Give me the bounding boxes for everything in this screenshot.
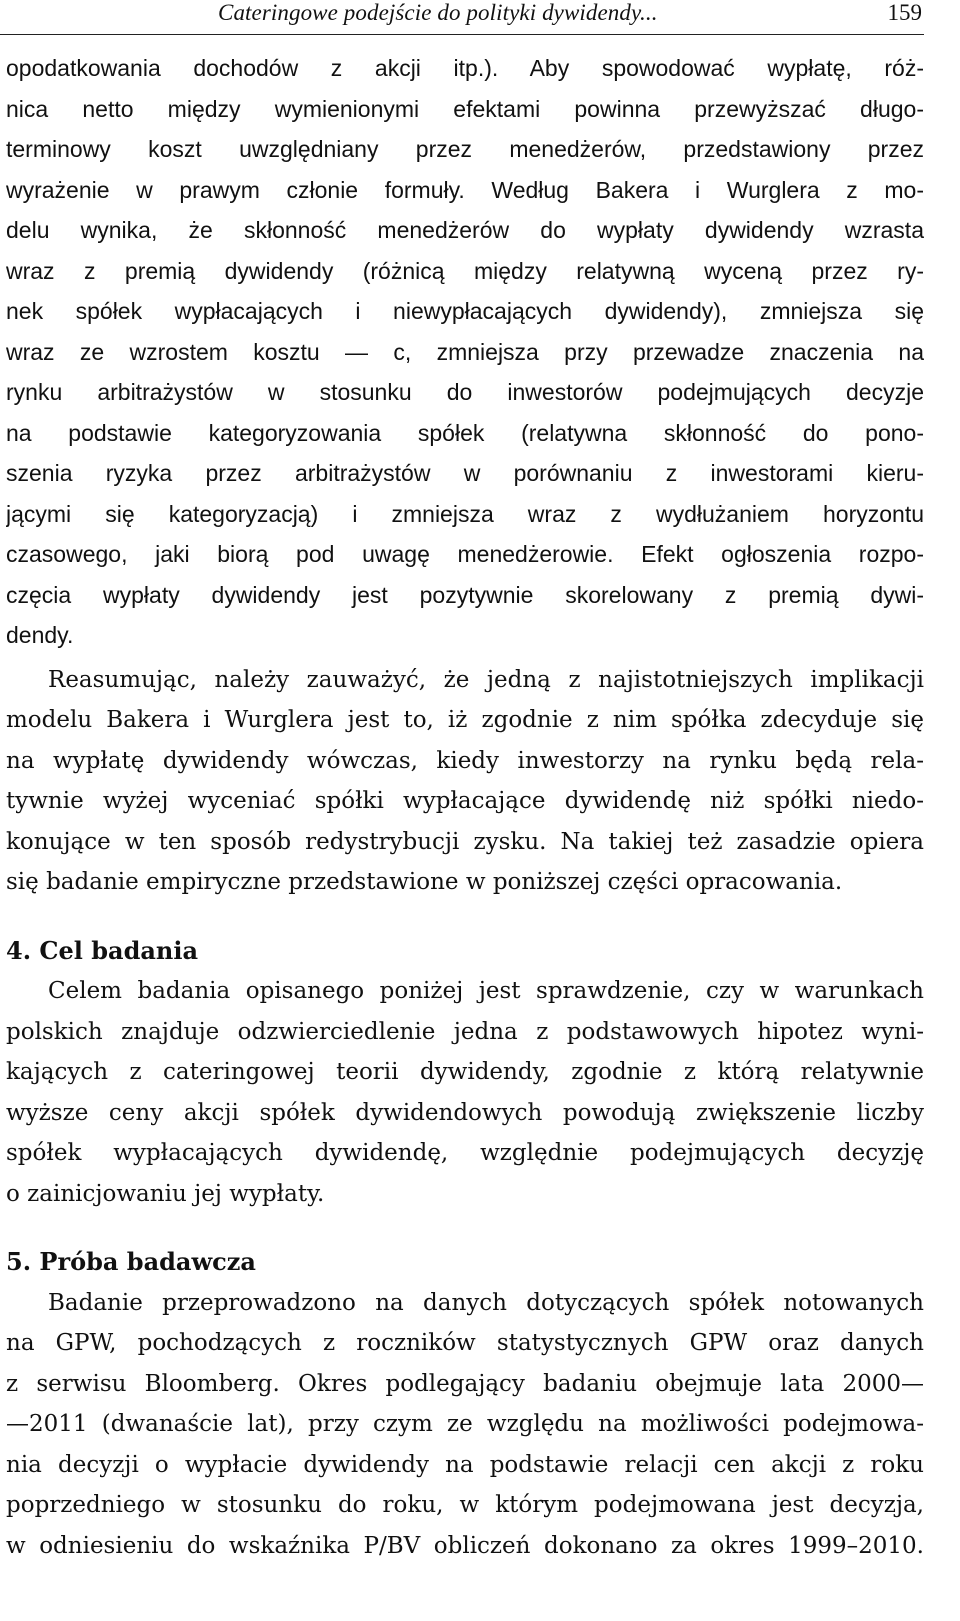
- text-line: czasowego, jaki biorą pod uwagę menedżerowie. Efekt ogłoszenia rozpo-: [6, 541, 924, 567]
- running-title: Cateringowe podejście do polityki dywidendy...: [218, 0, 658, 25]
- text-line: Badanie przeprowadzono na danych dotyczących spółek notowanych: [48, 1289, 924, 1316]
- text-line: z serwisu Bloomberg. Okres podlegający badaniu obejmuje lata 2000—: [6, 1370, 924, 1397]
- text-line: nia decyzji o wypłacie dywidendy na podstawie relacji cen akcji z roku: [6, 1451, 924, 1478]
- paragraph-2: [6, 660, 924, 903]
- text-line: delu wynika, że skłonność menedżerów do wypłaty dywidendy wzrasta: [6, 217, 924, 243]
- section-proba-badawcza: [6, 1242, 924, 1566]
- text-line: polskich znajduje odzwierciedlenie jedna z podstawowych hipotez wyni-: [6, 1018, 924, 1045]
- text-line: poprzedniego w stosunku do roku, w którym podejmowana jest decyzja,: [6, 1492, 924, 1518]
- running-header: [0, 0, 924, 35]
- text-line: częcia wypłaty dywidendy jest pozytywnie skorelowany z premią dywi-: [6, 581, 924, 608]
- page-number: 159: [887, 0, 922, 25]
- text-line: —2011 (dwanaście lat), przy czym ze względu na możliwości podejmowa-: [6, 1411, 924, 1437]
- text-line: wraz ze wzrostem kosztu — c, zmniejsza przy przewadze znaczenia na: [6, 338, 924, 365]
- section-heading: 5. Próba badawcza: [6, 1247, 256, 1276]
- text-line: modelu Bakera i Wurglera jest to, iż zgodnie z nim spółka zdecyduje się: [6, 707, 924, 733]
- text-line: Reasumując, należy zauważyć, że jedną z najistotniejszych implikacji: [48, 666, 924, 693]
- text-line: w odniesieniu do wskaźnika P/BV obliczeń dokonano za okres 1999–2010.: [6, 1532, 924, 1559]
- section-heading: 4. Cel badania: [6, 935, 199, 965]
- text-line: jącymi się kategoryzacją) i zmniejsza wraz z wydłużaniem horyzontu: [6, 500, 924, 527]
- text-line: spółek wypłacających dywidendę, względnie podejmujących decyzję: [6, 1140, 924, 1166]
- text-line: wyrażenie w prawym członie formuły. Według Bakera i Wurglera z mo-: [6, 176, 924, 203]
- text-line: się badanie empiryczne przedstawione w poniższej części opracowania.: [6, 869, 843, 895]
- paragraph-1: [6, 48, 924, 656]
- text-line: terminowy koszt uwzględniany przez menedżerów, przedstawiony przez: [6, 136, 924, 162]
- text-line: nica netto między wymienionymi efektami powinna przewyższać długo-: [6, 95, 924, 122]
- section-gap: [6, 1214, 924, 1242]
- text-line: rynku arbitrażystów w stosunku do inwestorów podejmujących decyzje: [6, 379, 924, 405]
- text-line: wyższe ceny akcji spółek dywidendowych powodują zwiększenie liczby: [6, 1099, 924, 1126]
- text-line: Celem badania opisanego poniżej jest sprawdzenie, czy w warunkach: [48, 978, 924, 1004]
- section-cel-badania: [6, 931, 924, 1215]
- text-line: na wypłatę dywidendy wówczas, kiedy inwestorzy na rynku będą rela-: [6, 747, 924, 774]
- text-line: nek spółek wypłacających i niewypłacających dywidendy), zmniejsza się: [6, 298, 924, 324]
- text-line: na GPW, pochodzących z roczników statystycznych GPW oraz danych: [6, 1330, 924, 1356]
- section-gap: [6, 903, 924, 931]
- text-line: o zainicjowaniu jej wypłaty.: [6, 1180, 325, 1207]
- text-line: tywnie wyżej wyceniać spółki wypłacające dywidendę niż spółki niedo-: [6, 788, 924, 814]
- text-line: na podstawie kategoryzowania spółek (relatywna skłonność do pono-: [6, 419, 924, 446]
- text-line: kających z cateringowej teorii dywidendy, zgodnie z którą relatywnie: [6, 1059, 924, 1085]
- text-line: konujące w ten sposób redystrybucji zysku. Na takiej też zasadzie opiera: [6, 828, 924, 855]
- text-line: szenia ryzyka przez arbitrażystów w porównaniu z inwestorami kieru-: [6, 460, 924, 486]
- text-line: opodatkowania dochodów z akcji itp.). Aby spowodować wypłatę, róż-: [6, 55, 924, 81]
- text-line: wraz z premią dywidendy (różnicą między relatywną wyceną przez ry-: [6, 257, 924, 284]
- page-body: [6, 48, 924, 1566]
- text-line: dendy.: [6, 622, 74, 648]
